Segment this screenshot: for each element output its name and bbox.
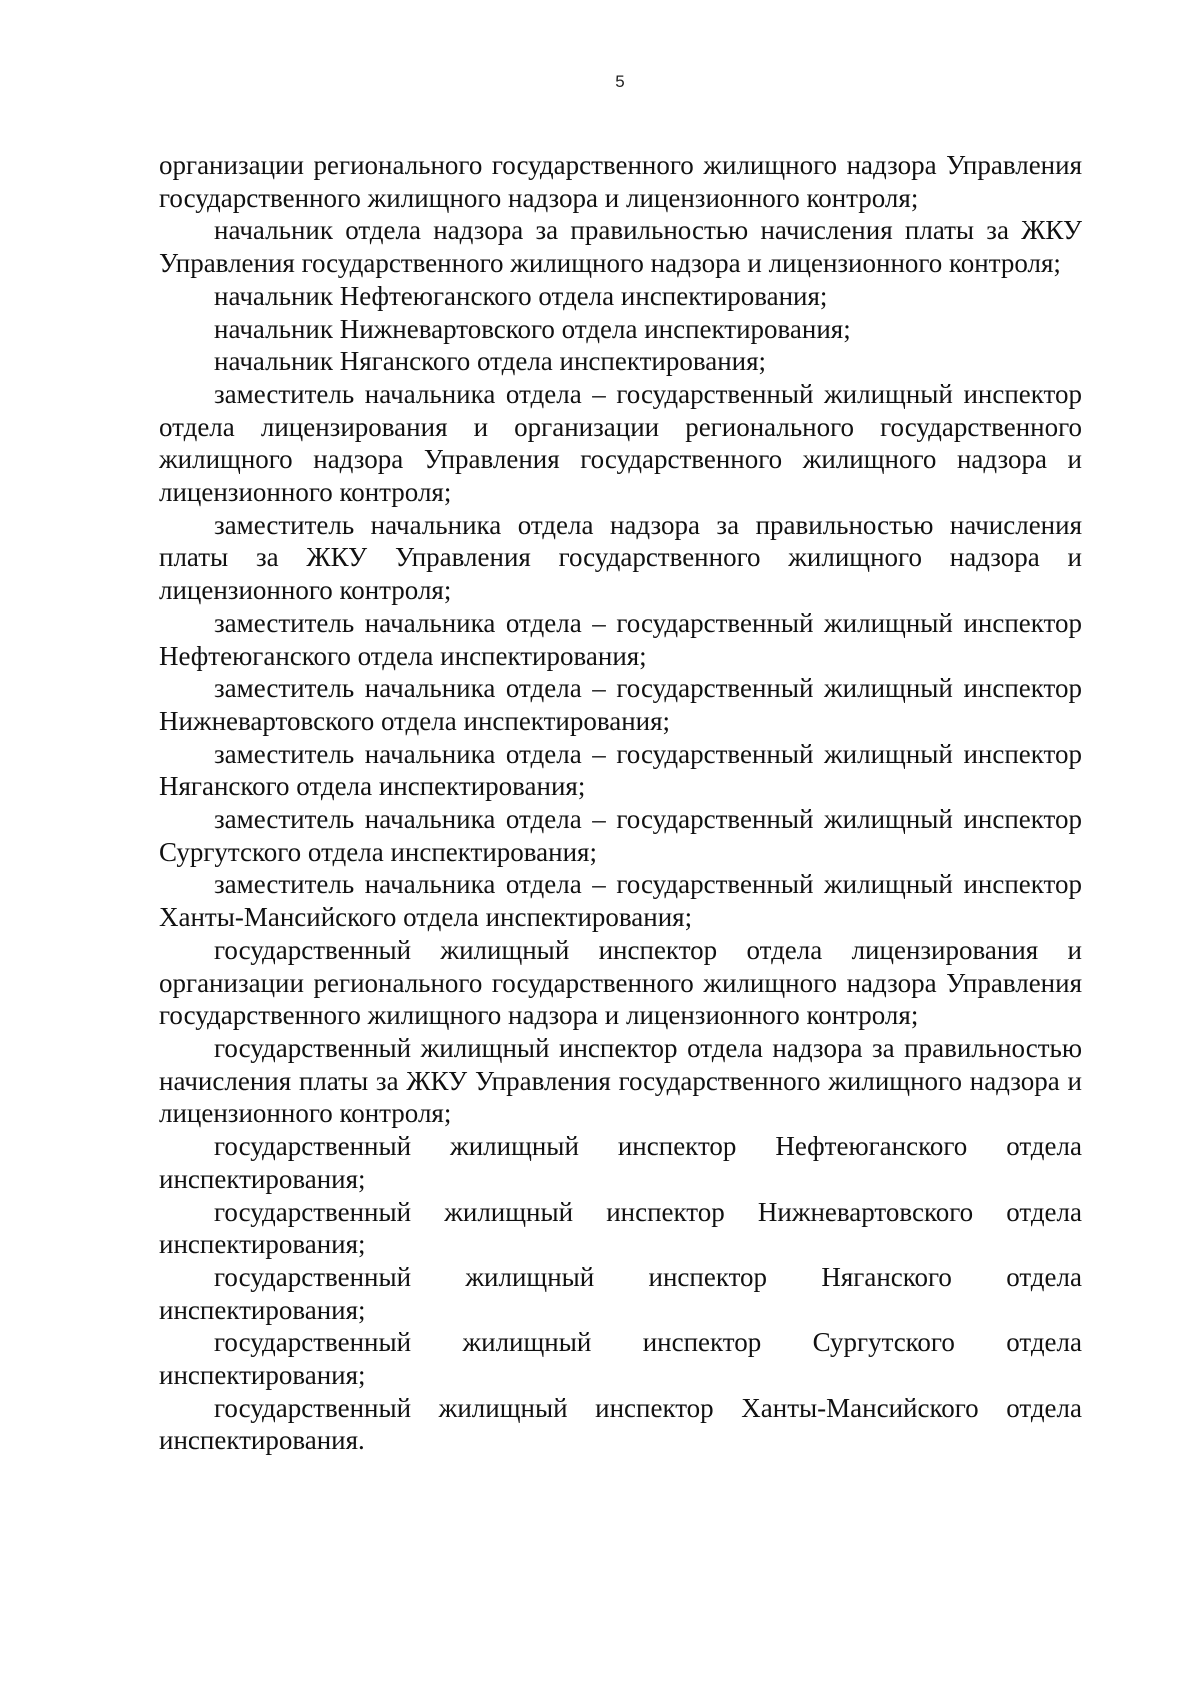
- paragraph: организации регионального государственного жилищного надзора Управления государственного жилищного надзора и лицензионного контроля;: [159, 150, 1082, 213]
- paragraph: заместитель начальника отдела – государственный жилищный инспектор Няганского отдела инспектирования;: [159, 738, 1082, 802]
- paragraph: заместитель начальника отдела – государственный жилищный инспектор Сургутского отдела инспектирования;: [159, 804, 1082, 867]
- paragraph: государственный жилищный инспектор Ханты-Мансийского отдела инспектирования.: [159, 1392, 1082, 1456]
- paragraph: заместитель начальника отдела – государственный жилищный инспектор Ханты-Мансийского отдела инспектирования;: [159, 869, 1082, 933]
- paragraph: государственный жилищный инспектор Нефтеюганского отдела инспектирования;: [159, 1131, 1082, 1194]
- paragraph: государственный жилищный инспектор отдела надзора за правильностью начисления платы за ЖКУ Управления государственного жилищного надзора и лицензионного контроля;: [159, 1032, 1082, 1129]
- document-body: [159, 149, 1082, 1457]
- paragraph: заместитель начальника отдела надзора за правильностью начисления платы за ЖКУ Управления государственного жилищного надзора и лицензионного контроля;: [159, 509, 1082, 606]
- page-number: 5: [615, 72, 625, 91]
- paragraph: государственный жилищный инспектор отдела лицензирования и организации регионального государственного жилищного надзора Управления государственного жилищного надзора и лицензионного контроля;: [159, 934, 1082, 1031]
- paragraph: государственный жилищный инспектор Сургутского отдела инспектирования;: [159, 1327, 1082, 1391]
- paragraph: государственный жилищный инспектор Нижневартовского отдела инспектирования;: [159, 1196, 1082, 1260]
- paragraph: заместитель начальника отдела – государственный жилищный инспектор Нижневартовского отдела инспектирования;: [159, 673, 1082, 736]
- paragraph: государственный жилищный инспектор Няганского отдела инспектирования;: [159, 1261, 1082, 1325]
- paragraph: начальник Няганского отдела инспектирования;: [214, 346, 767, 377]
- paragraph: начальник отдела надзора за правильностью начисления платы за ЖКУ Управления государственного жилищного надзора и лицензионного контроля;: [159, 215, 1082, 279]
- paragraph: заместитель начальника отдела – государственный жилищный инспектор отдела лицензирования и организации регионального государственного жилищного надзора Управления государственного жилищного надзора и лицензионного контроля;: [159, 378, 1082, 508]
- paragraph: начальник Нефтеюганского отдела инспектирования;: [214, 280, 828, 311]
- paragraph: начальник Нижневартовского отдела инспектирования;: [214, 313, 851, 344]
- paragraph: заместитель начальника отдела – государственный жилищный инспектор Нефтеюганского отдела инспектирования;: [159, 607, 1082, 671]
